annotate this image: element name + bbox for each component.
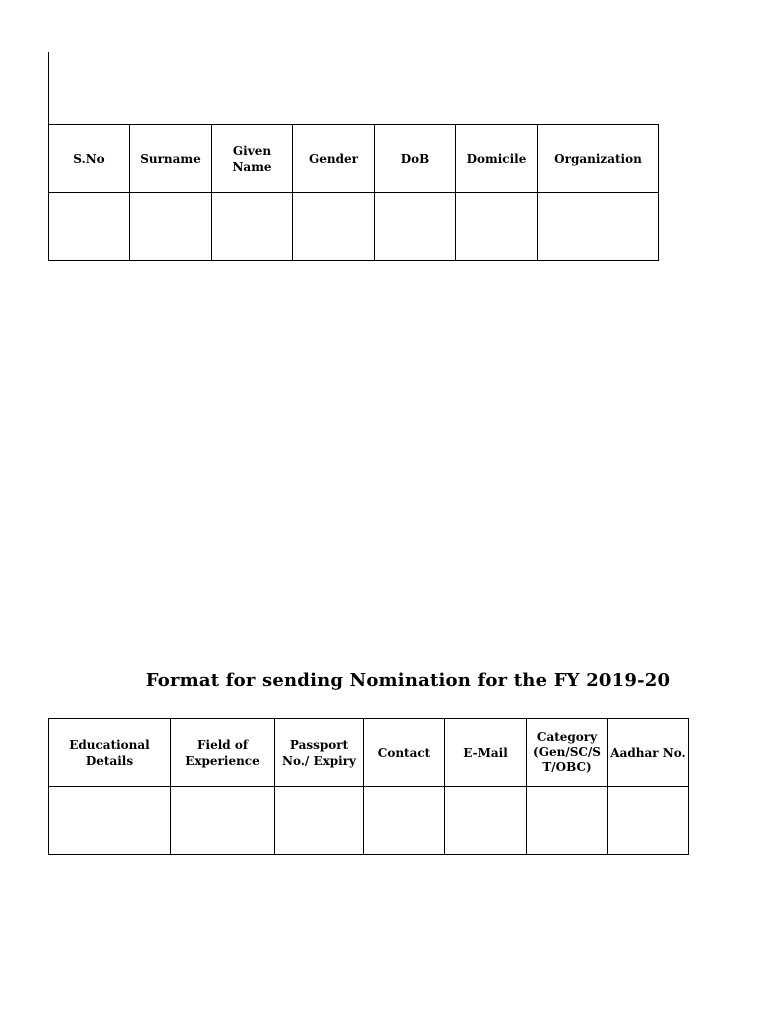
header-organization: Organization <box>538 125 659 193</box>
cell-given-name[interactable] <box>212 193 293 261</box>
cell-sno[interactable] <box>49 193 130 261</box>
cell-email[interactable] <box>445 787 527 855</box>
nomination-table-personal <box>48 124 659 261</box>
cell-contact[interactable] <box>364 787 445 855</box>
cell-gender[interactable] <box>293 193 375 261</box>
header-educational-details: Educational Details <box>49 719 171 787</box>
header-surname: Surname <box>130 125 212 193</box>
header-given-name: Given Name <box>212 125 293 193</box>
header-category: Category (Gen/SC/S T/OBC) <box>527 719 608 787</box>
header-domicile: Domicile <box>456 125 538 193</box>
header-gender: Gender <box>293 125 375 193</box>
header-contact: Contact <box>364 719 445 787</box>
cell-organization[interactable] <box>538 193 659 261</box>
cell-educational-details[interactable] <box>49 787 171 855</box>
cell-dob[interactable] <box>375 193 456 261</box>
table-header-row <box>49 719 689 787</box>
cell-passport-expiry[interactable] <box>275 787 364 855</box>
table-row <box>49 787 689 855</box>
cell-aadhar-no[interactable] <box>608 787 689 855</box>
cell-domicile[interactable] <box>456 193 538 261</box>
header-dob: DoB <box>375 125 456 193</box>
table-row <box>49 193 659 261</box>
cell-category[interactable] <box>527 787 608 855</box>
left-margin-line <box>48 52 49 125</box>
header-sno: S.No <box>49 125 130 193</box>
cell-surname[interactable] <box>130 193 212 261</box>
nomination-table-details <box>48 718 689 855</box>
header-passport-expiry: Passport No./ Expiry <box>275 719 364 787</box>
header-field-of-experience: Field of Experience <box>171 719 275 787</box>
header-email: E-Mail <box>445 719 527 787</box>
header-aadhar-no: Aadhar No. <box>608 719 689 787</box>
page-title: Format for sending Nomination for the FY 2019-20 <box>145 670 671 691</box>
table-header-row <box>49 125 659 193</box>
cell-field-of-experience[interactable] <box>171 787 275 855</box>
